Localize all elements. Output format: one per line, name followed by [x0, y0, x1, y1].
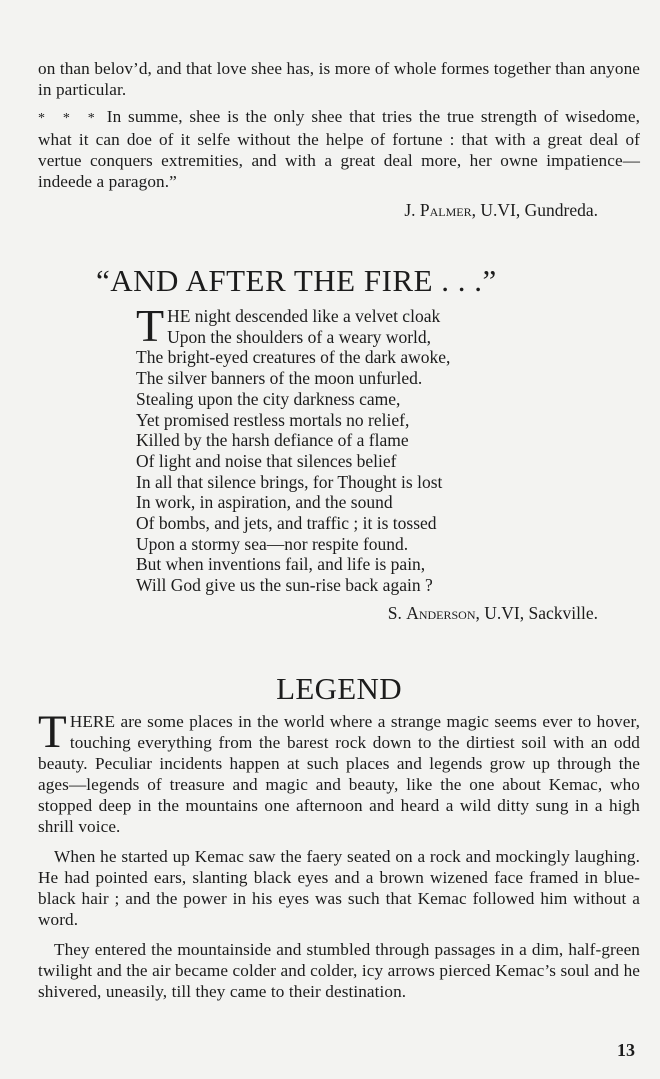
poem-body — [136, 300, 640, 596]
poem-line: Stealing upon the city darkness came, — [136, 388, 401, 409]
poem-line: In work, in aspiration, and the sound — [136, 492, 393, 513]
asterism: * * * — [38, 111, 101, 126]
poem-line: Of light and noise that silences belief — [136, 450, 397, 471]
poem-line: Will God give us the sun-rise back again ? — [136, 575, 433, 596]
poem-line: But when inventions fail, and life is pain, — [136, 554, 426, 575]
signature-anderson: S. Anderson, U.VI, Sackville. — [387, 602, 598, 623]
poem-dropcap: T — [136, 300, 165, 351]
legend-paragraph-2: When he started up Kemac saw the faery seated on a rock and mockingly laughing. He had pointed ears, slanting black eyes and a brown wizened face framed in blue-black hair ; and the power in his eyes was such that Kemac followed him without a word. — [38, 846, 640, 929]
poem-line: The bright-eyed creatures of the dark awoke, — [136, 347, 451, 368]
poem-line: HE night descended like a velvet cloak — [167, 306, 441, 326]
poem-line: Killed by the harsh defiance of a flame — [136, 430, 409, 451]
document-page — [38, 58, 640, 1002]
poem-title: “AND AFTER THE FIRE . . .” — [96, 263, 497, 298]
continuation-paragraph-2: * * * In summe, shee is the only shee that tries the true strength of wisedome, what it can doe of it selfe without the helpe of fortune : that with a great deal of vertue conquers extremities, and with a great deal more, her owne impatience—indeede a paragon.” — [38, 107, 641, 191]
poem-line: Of bombs, and jets, and traffic ; it is tossed — [136, 513, 437, 534]
legend-title: LEGEND — [276, 670, 402, 706]
poem-line: Yet promised restless mortals no relief, — [136, 409, 410, 430]
legend-paragraph-3: They entered the mountainside and stumbled through passages in a dim, half-green twilight and the air became colder and colder, icy arrows pierced Kemac’s soul and he shivered, uneasily, till they came to their destination. — [38, 939, 640, 1001]
continuation-paragraph-1: on than belov’d, and that love shee has, is more of whole formes together than anyone in particular. — [38, 59, 640, 99]
poem-line: In all that silence brings, for Thought is lost — [136, 471, 443, 492]
legend-paragraph-1: THERE are some places in the world where a strange magic seems ever to hover, touching everything from the barest rock down to the dirtiest soil with an odd beauty. Peculiar incidents happen at such places and legends grow up through the ages—legends of treasure and magic and beauty, like the one about Kemac, who stopped deep in the mountains one afternoon and heard a wild ditty sung in a high shrill voice. — [38, 705, 640, 836]
legend-dropcap: T — [38, 705, 67, 758]
poem-line: Upon a stormy sea—nor respite found. — [136, 533, 409, 554]
poem-line: Upon the shoulders of a weary world, — [167, 326, 432, 347]
signature-palmer: J. Palmer, U.VI, Gundreda. — [404, 200, 598, 220]
page-number: 13 — [617, 1040, 635, 1060]
poem-line: The silver banners of the moon unfurled. — [136, 368, 423, 389]
